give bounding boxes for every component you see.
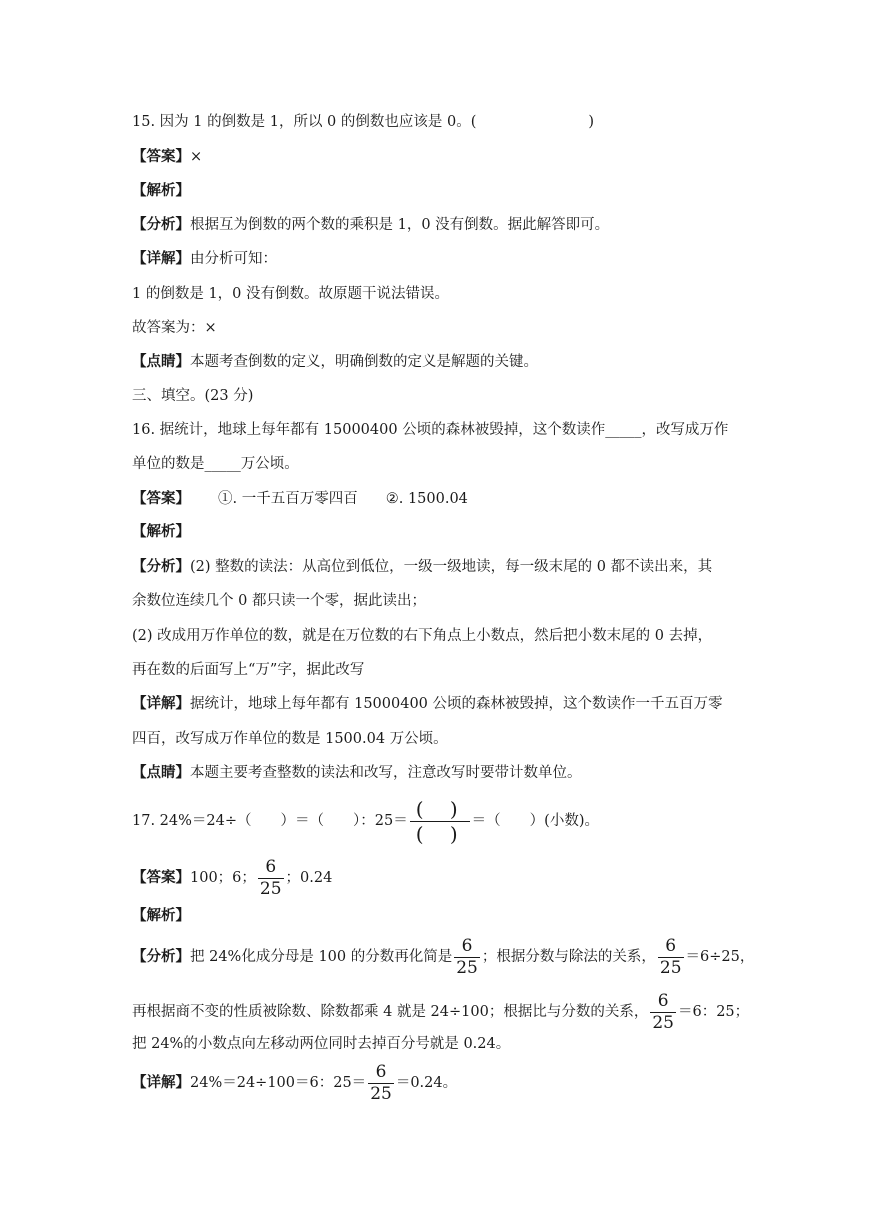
q16-answer: 【答案】 ①. 一千五百万零四百 ②. 1500.04 — [132, 490, 468, 507]
q17-fenxi-line1: 【分析】把 24%化成分母是 100 的分数再化简是 $\frac{6}{25}$ ；根据分数与除法的关系， $\frac{6}{25}$ ＝6÷25， — [132, 935, 755, 978]
q16-xiangjie-line2: 四百，改写成万作单位的数是 1500.04 万公顷。 — [132, 731, 448, 747]
q16-dianjing: 【点睛】本题主要考查整数的读法和改写，注意改写时要带计数单位。 — [132, 764, 582, 781]
q15-jiexi-label: 【解析】 — [132, 182, 190, 199]
q16-fenxi-line3: (2) 改成用万作单位的数，就是在万位数的右下角点上小数点，然后把小数末尾的 0 去掉， — [132, 628, 713, 644]
q17-answer: 【答案】100；6； $\frac{6}{25}$ ；0.24 — [132, 856, 333, 899]
q16-jiexi-label: 【解析】 — [132, 523, 190, 540]
q16-fenxi-line1: 【分析】(2) 整数的读法：从高位到低位，一级一级地读，每一级末尾的 0 都不读出来，其 — [132, 558, 713, 575]
blank-fraction: $\frac{( )}{( )}$ — [410, 799, 470, 844]
q15-detail-line1: 1 的倒数是 1，0 没有倒数。故原题干说法错误。 — [132, 286, 450, 302]
fraction-6-25: $\frac{6}{25}$ — [259, 856, 282, 899]
q15-xiangjie: 【详解】由分析可知： — [132, 250, 277, 267]
q17-fenxi-line3: 把 24%的小数点向左移动两位同时去掉百分号就是 0.24。 — [132, 1036, 511, 1052]
fraction-6-25: $\frac{6}{25}$ — [659, 935, 682, 978]
q15-detail-line2: 故答案为：× — [132, 320, 217, 336]
fraction-6-25: $\frac{6}{25}$ — [652, 990, 674, 1033]
section-heading: 三、填空。(23 分) — [132, 388, 254, 404]
q16-fenxi-line2: 余数位连续几个 0 都只读一个零，据此读出； — [132, 593, 426, 609]
q17-stem: 17. 24%＝24÷（ ）＝（ ）：25＝ $\frac{( )}{( )}$ ＝（ ）(小数)。 — [132, 796, 599, 846]
q16-stem-line1: 16. 据统计，地球上每年都有 15000400 公顷的森林被毁掉，这个数读作_____，改写成万作 — [132, 422, 729, 438]
q15-stem: 15. 因为 1 的倒数是 1，所以 0 的倒数也应该是 0。( ) — [132, 114, 595, 130]
q15-answer: 【答案】× — [132, 148, 203, 165]
q17-xiangjie: 【详解】24%＝24÷100＝6：25＝ $\frac{6}{25}$ ＝0.24。 — [132, 1061, 458, 1104]
q17-fenxi-line2: 再根据商不变的性质被除数、除数都乘 4 就是 24÷100；根据比与分数的关系， $\frac{6}{25}$ ＝6：25； — [132, 990, 750, 1033]
q16-stem-line2: 单位的数是_____万公顷。 — [132, 456, 299, 472]
q16-xiangjie-line1: 【详解】据统计，地球上每年都有 15000400 公顷的森林被毁掉，这个数读作一千五百万零 — [132, 695, 723, 712]
q16-fenxi-line4: 再在数的后面写上“万”字，据此改写 — [132, 662, 365, 678]
q15-dianjing: 【点睛】本题考查倒数的定义，明确倒数的定义是解题的关键。 — [132, 353, 538, 370]
q15-fenxi: 【分析】根据互为倒数的两个数的乘积是 1，0 没有倒数。据此解答即可。 — [132, 216, 610, 233]
fraction-6-25: $\frac{6}{25}$ — [456, 935, 478, 978]
fraction-6-25: $\frac{6}{25}$ — [370, 1061, 392, 1104]
q17-jiexi-label: 【解析】 — [132, 907, 190, 924]
